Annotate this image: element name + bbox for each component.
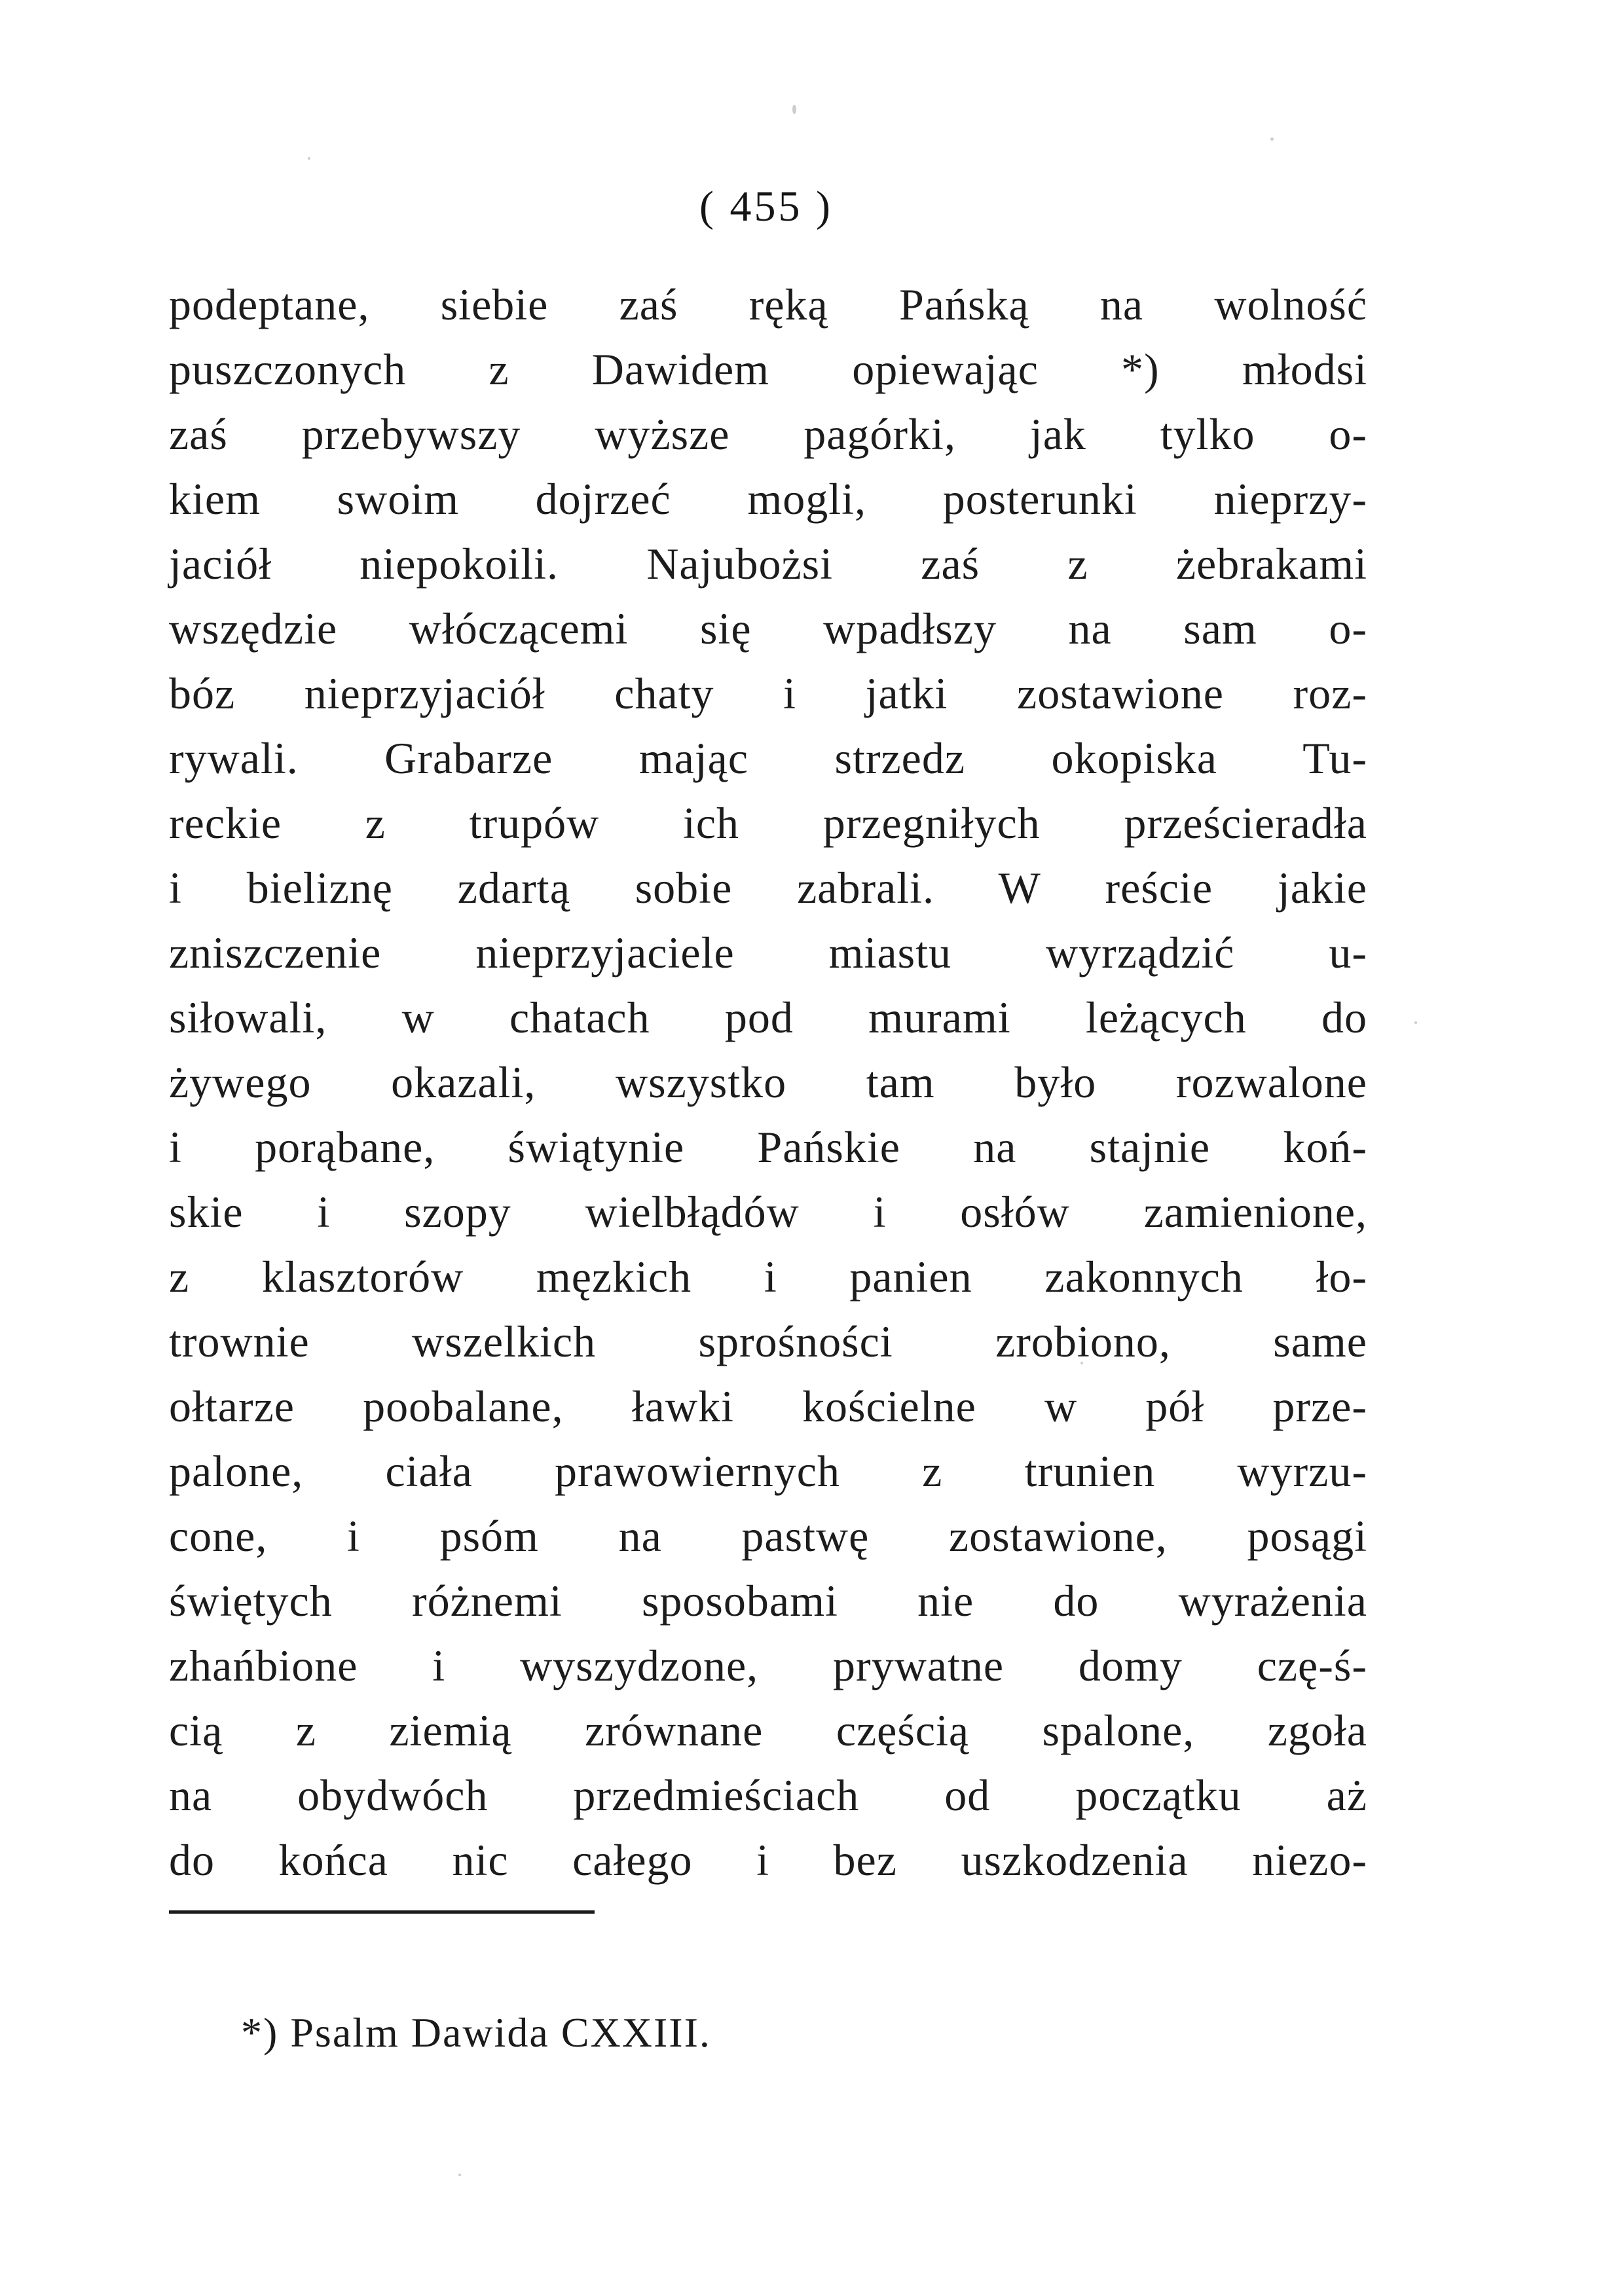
text-line: zaś przebywszy wyższe pagórki, jak tylko o- [169, 409, 1367, 459]
text-line: ołtarze poobalane, ławki kościelne w pół prze- [169, 1381, 1367, 1431]
page-number: ( 455 ) [699, 183, 833, 230]
speck [792, 105, 796, 114]
text-line: podeptane, siebie zaś ręką Pańską na wolność [169, 280, 1367, 329]
text-line: z klasztorów męzkich i panien zakonnych ło- [169, 1252, 1367, 1302]
text-line: palone, ciała prawowiernych z trunien wyrzu- [169, 1446, 1367, 1496]
text-line: na obydwóch przedmieściach od początku aż [169, 1770, 1367, 1820]
footnote-rule [169, 1910, 595, 1914]
text-line: żywego okazali, wszystko tam było rozwalone [169, 1057, 1367, 1107]
text-line: trownie wszelkich sprośności zrobiono, same [169, 1317, 1367, 1366]
text-line: i bieliznę zdartą sobie zabrali. W reście jakie [169, 863, 1367, 913]
text-line: bóz nieprzyjaciół chaty i jatki zostawione roz- [169, 668, 1367, 718]
speck [308, 157, 310, 160]
speck [458, 2174, 461, 2176]
text-line: do końca nic całego i bez uszkodzenia niezo- [169, 1835, 1367, 1885]
text-line: reckie z trupów ich przegniłych prześcieradła [169, 798, 1367, 848]
text-line: zniszczenie nieprzyjaciele miastu wyrządzić u- [169, 928, 1367, 977]
speck [1270, 137, 1274, 141]
text-line: i porąbane, świątynie Pańskie na stajnie koń- [169, 1122, 1367, 1172]
text-line: skie i szopy wielbłądów i osłów zamienione, [169, 1187, 1367, 1237]
speck [1414, 1021, 1417, 1024]
body-text [169, 272, 1367, 1893]
text-line: rywali. Grabarze mając strzedz okopiska Tu- [169, 733, 1367, 783]
text-line: cią z ziemią zrównane częścią spalone, zgoła [169, 1705, 1367, 1755]
text-line: puszczonych z Dawidem opiewając *) młodsi [169, 344, 1367, 394]
text-line: zhańbione i wyszydzone, prywatne domy czę-ś- [169, 1641, 1367, 1690]
footnote: *) Psalm Dawida CXXIII. [241, 2009, 711, 2056]
text-line: cone, i psóm na pastwę zostawione, posągi [169, 1511, 1367, 1561]
text-line: świętych różnemi sposobami nie do wyrażenia [169, 1576, 1367, 1626]
text-line: kiem swoim dojrzeć mogli, posterunki nieprzy- [169, 474, 1367, 524]
text-line: wszędzie włóczącemi się wpadłszy na sam o- [169, 604, 1367, 653]
text-line: siłowali, w chatach pod murami leżących do [169, 993, 1367, 1042]
text-line: jaciół niepokoili. Najubożsi zaś z żebrakami [169, 539, 1367, 589]
